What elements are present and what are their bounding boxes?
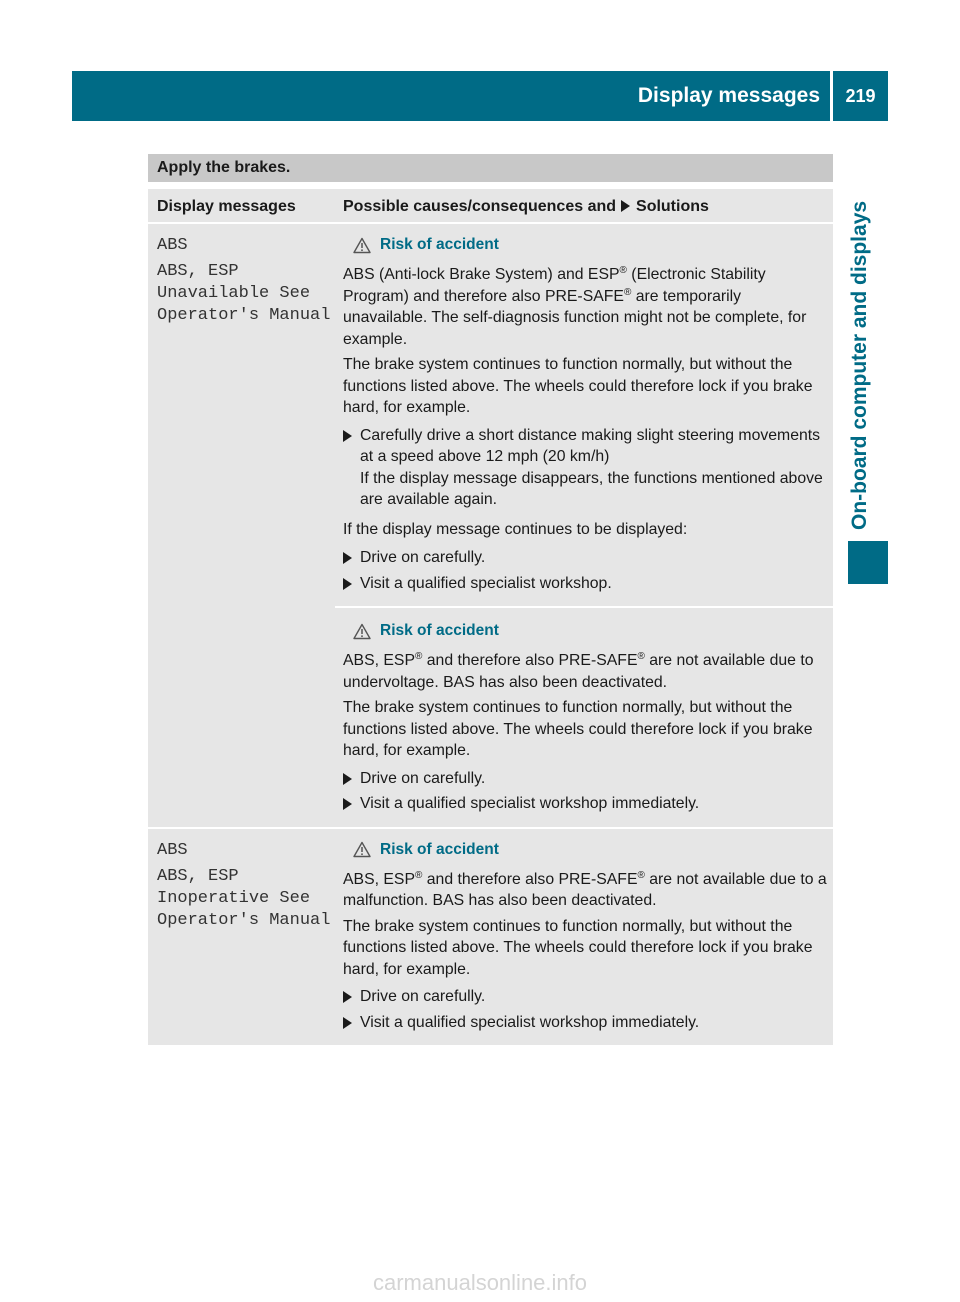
column-header-causes — [335, 189, 833, 222]
warning-triangle-icon — [353, 237, 371, 254]
bullet-arrow-icon — [343, 768, 360, 790]
text-span: and therefore also PRE-SAFE — [422, 870, 638, 888]
warning-heading — [343, 234, 827, 256]
paragraph — [343, 264, 827, 350]
bullet-arrow-icon — [343, 986, 360, 1008]
list-item — [343, 986, 827, 1008]
text-span: ABS, ESP — [343, 870, 415, 888]
list-item — [343, 793, 827, 815]
list-item-text: Drive on carefully. — [360, 988, 486, 1005]
solution-block — [335, 608, 833, 827]
chapter-tab-marker — [848, 541, 888, 584]
display-message-line: ABS, ESP Inoperative See Operator's Manual — [157, 866, 331, 930]
registered-mark: ® — [623, 286, 632, 298]
bullet-arrow-icon — [343, 573, 360, 595]
arrow-right-icon — [621, 200, 630, 212]
warning-text: Risk of accident — [380, 236, 499, 253]
page-number: 219 — [845, 86, 876, 106]
paragraph — [343, 869, 827, 912]
page-title: Display messages — [637, 84, 820, 107]
solutions-cell — [335, 224, 833, 827]
chapter-tab-label: On-board computer and displays — [848, 200, 871, 530]
footer-watermark: carmanualsonline.info — [372, 1270, 588, 1295]
column-header-messages: Display messages — [157, 198, 296, 215]
list-item — [343, 1012, 827, 1034]
registered-mark: ® — [637, 869, 645, 881]
table-row — [148, 829, 833, 1048]
list-item-line: If the display message disappears, the functions mentioned above are available again. — [360, 469, 823, 508]
text-span: and therefore also PRE-SAFE — [422, 652, 638, 669]
section-title: Apply the brakes. — [148, 154, 833, 182]
list-item-text: Drive on carefully. — [360, 769, 486, 787]
warning-text: Risk of accident — [380, 840, 499, 858]
registered-mark: ® — [415, 869, 423, 881]
paragraph — [343, 650, 827, 693]
display-message-line: ABS — [157, 236, 188, 255]
table-header — [148, 189, 833, 224]
bullet-arrow-icon — [343, 425, 360, 511]
registered-mark: ® — [415, 651, 423, 662]
list-item — [343, 425, 827, 511]
text-span: are temporarily unavailable. The self-diagnosis function might not be complete, for example. — [343, 287, 807, 348]
paragraph: The brake system continues to function normally, but without the functions listed above. The wheels could therefore lock if you brake hard, for example. — [343, 356, 813, 416]
warning-text: Risk of accident — [380, 622, 499, 639]
display-message — [148, 829, 335, 1046]
registered-mark: ® — [619, 265, 627, 276]
warning-triangle-icon — [353, 841, 371, 858]
bullet-arrow-icon — [343, 1012, 360, 1034]
solution-block — [335, 224, 833, 608]
warning-heading — [343, 620, 827, 642]
display-message-line: ABS, ESP Unavailable See Operator's Manual — [157, 262, 331, 325]
column-header-solutions-text: Solutions — [636, 198, 709, 215]
list-item — [343, 768, 827, 790]
warning-heading — [343, 839, 827, 861]
text-span: ABS, ESP — [343, 652, 415, 669]
column-header-causes-text: Possible causes/consequences and — [343, 198, 617, 215]
paragraph: The brake system continues to function normally, but without the functions listed above. The wheels could therefore lock if you brake hard, for example. — [343, 917, 813, 978]
messages-table — [148, 189, 833, 1047]
warning-triangle-icon — [353, 623, 371, 640]
list-item-line: Carefully drive a short distance making slight steering movements at a speed above 12 mph (20 km/h) — [360, 426, 821, 465]
table-row — [148, 224, 833, 829]
list-item-text: Visit a qualified specialist workshop immediately. — [360, 795, 700, 812]
solution-block — [335, 829, 833, 1046]
text-span: are not available due to a malfunction. BAS has also been deactivated. — [343, 870, 827, 909]
bullet-arrow-icon — [343, 793, 360, 815]
text-span: ABS (Anti-lock Brake System) and ESP — [343, 266, 620, 283]
bullet-arrow-icon — [343, 547, 360, 569]
list-item-text: Visit a qualified specialist workshop immediately. — [360, 1013, 700, 1031]
display-message — [148, 224, 335, 827]
list-item-text — [360, 425, 827, 511]
list-item — [343, 573, 827, 595]
solutions-cell — [335, 829, 833, 1046]
text-span: are not available due to undervoltage. BAS has also been deactivated. — [343, 652, 814, 691]
paragraph: The brake system continues to function normally, but without the functions listed above. The wheels could therefore lock if you brake hard, for example. — [343, 699, 813, 759]
list-item-text: Visit a qualified specialist workshop. — [360, 574, 612, 592]
list-item — [343, 547, 827, 569]
paragraph: If the display message continues to be displayed: — [343, 520, 688, 538]
display-message-line: ABS — [157, 840, 188, 860]
registered-mark: ® — [637, 651, 645, 662]
list-item-text: Drive on carefully. — [360, 549, 486, 566]
text-span: (Electronic Stability Program) and therefore also PRE-SAFE — [343, 266, 766, 305]
